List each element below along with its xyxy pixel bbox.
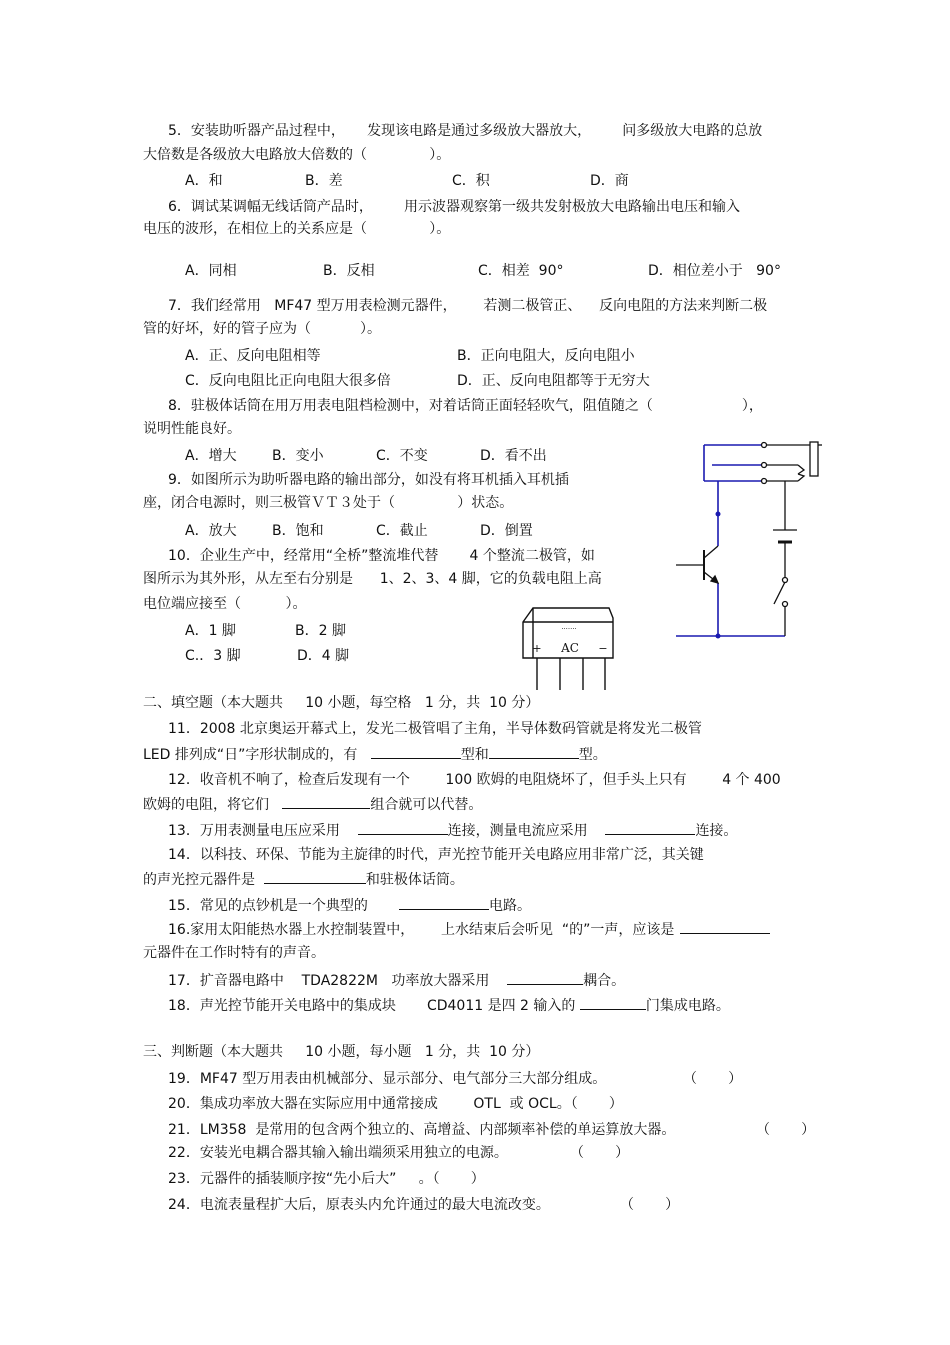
bridge-ac-label: AC — [561, 641, 579, 655]
section-fill-in-title: 二、填空题（本大题共 10 小题，每空格 1 分，共 10 分） — [143, 695, 540, 711]
q15-line — [168, 896, 531, 915]
q11-line1: 11．2008 北京奥运开幕式上，发光二极管唱了主角，半导体数码管就是将发光二极管 — [168, 721, 702, 737]
q17-text-b: 耦合。 — [583, 973, 626, 989]
q14-line1: 14．以科技、环保、节能为主旋律的时代，声光控节能开关电路应用非常广泛，其关键 — [168, 847, 704, 863]
q21-line: 21．LM358 是常用的包含两个独立的、高增益、内部频率补偿的单运算放大器。 — [168, 1122, 676, 1138]
q9-line1: 9．如图所示为助听器电路的输出部分，如没有将耳机插入耳机插 — [168, 472, 569, 488]
q8-line2: 说明性能良好。 — [143, 421, 241, 437]
q5-option-a: A．和 — [185, 173, 223, 189]
q6-line2: 电压的波形，在相位上的关系应是（ ）。 — [143, 221, 451, 237]
q9-option-c: C．截止 — [376, 523, 428, 539]
q11-line2 — [143, 745, 607, 764]
q6-option-b: B．反相 — [323, 263, 375, 279]
q10-option-d: D．4 脚 — [297, 648, 350, 664]
q18-blank[interactable] — [580, 996, 646, 1010]
q11-text-a: LED 排列成“日”字形状制成的，有 — [143, 747, 371, 763]
bridge-plus-label: + — [532, 642, 542, 655]
q11-blank-1[interactable] — [371, 745, 461, 759]
q16-line2: 元器件在工作时特有的声音。 — [143, 945, 325, 961]
q24-line: 24．电流表量程扩大后，原表头内允许通过的最大电流改变。 — [168, 1197, 550, 1213]
q6-option-c: C．相差 90° — [478, 263, 564, 279]
q13-blank-1[interactable] — [358, 821, 448, 835]
q12-line2 — [143, 795, 482, 814]
section-true-false-title: 三、判断题（本大题共 10 小题，每小题 1 分，共 10 分） — [143, 1044, 540, 1060]
q8-option-d: D．看不出 — [480, 448, 547, 464]
q10-option-b: B．2 脚 — [295, 623, 346, 639]
q6-line1: 6．调试某调幅无线话筒产品时， 用示波器观察第一级共发射极放大电路输出电压和输入 — [168, 199, 741, 215]
q7-option-a: A．正、反向电阻相等 — [185, 348, 321, 364]
q5-option-d: D．商 — [590, 173, 629, 189]
q5-option-c: C．积 — [452, 173, 490, 189]
q10-line3: 电位端应接至（ ）。 — [143, 596, 307, 612]
q22-answer-paren[interactable]: （ ） — [570, 1145, 630, 1161]
q8-option-a: A．增大 — [185, 448, 237, 464]
q17-text-a: 17．扩音器电路中 TDA2822M 功率放大器采用 — [168, 973, 508, 989]
q22-line: 22．安装光电耦合器其输入输出端须采用独立的电源。 — [168, 1145, 508, 1161]
q19-line: 19．MF47 型万用表由机械部分、显示部分、电气部分三大部分组成。 — [168, 1071, 607, 1087]
q15-text-a: 15．常见的点钞机是一个典型的 — [168, 898, 399, 914]
q10-line1: 10．企业生产中，经常用“全桥”整流堆代替 4 个整流二极管，如 — [168, 548, 595, 564]
q24-answer-paren[interactable]: （ ） — [620, 1197, 680, 1213]
q18-text-b: 门集成电路。 — [645, 998, 730, 1014]
q14-text-a: 的声光控元器件是 — [143, 872, 264, 888]
q10-line2: 图所示为其外形，从左至右分别是 1、2、3、4 脚，它的负载电阻上高 — [143, 571, 602, 587]
output-circuit-diagram — [670, 438, 830, 648]
q18-line — [168, 996, 730, 1015]
q15-text-b: 电路。 — [488, 898, 531, 914]
bridge-minus-label: − — [598, 642, 608, 655]
q9-option-d: D．倒置 — [480, 523, 533, 539]
q17-blank[interactable] — [507, 971, 583, 985]
q5-option-b: B．差 — [305, 173, 343, 189]
bridge-rectifier-figure — [517, 604, 617, 692]
q16-line1 — [168, 920, 770, 939]
q8-line1: 8．驻极体话筒在用万用表电阻档检测中，对着话筒正面轻轻吹气，阻值随之（ ）， — [168, 398, 763, 414]
q8-option-c: C．不变 — [376, 448, 428, 464]
q16-text-a: 16.家用太阳能热水器上水控制装置中， 上水结束后会听见 “的”一声，应该是 — [168, 922, 675, 938]
q12-text-b: 组合就可以代替。 — [370, 797, 483, 813]
q9-line2: 座，闭合电源时，则三极管ＶＴ３处于（ ）状态。 — [143, 495, 514, 511]
q9-option-b: B．饱和 — [272, 523, 324, 539]
q12-text-a: 欧姆的电阻，将它们 — [143, 797, 283, 813]
q23-line: 23．元器件的插装顺序按“先小后大” 。（ ） — [168, 1171, 485, 1187]
q13-text-a: 13．万用表测量电压应采用 — [168, 823, 358, 839]
q6-option-a: A．同相 — [185, 263, 237, 279]
q15-blank[interactable] — [399, 896, 489, 910]
q6-option-d: D．相位差小于 90° — [648, 263, 781, 279]
q17-line — [168, 971, 625, 990]
q5-line1: 5．安装助听器产品过程中， 发现该电路是通过多级放大器放大， 问多级放大电路的总放 — [168, 123, 763, 139]
q13-text-b: 连接，测量电流应采用 — [447, 823, 606, 839]
q10-option-c: C.．3 脚 — [185, 648, 241, 664]
q11-text-b: 型和 — [460, 747, 489, 763]
q14-text-b: 和驻极体话筒。 — [365, 872, 464, 888]
q9-option-a: A．放大 — [185, 523, 237, 539]
q13-blank-2[interactable] — [605, 821, 695, 835]
q12-line1: 12．收音机不响了，检查后发现有一个 100 欧姆的电阻烧坏了，但手头上只有 4 个 400 — [168, 772, 781, 788]
q20-line: 20．集成功率放大器在实际应用中通常接成 OTL 或 OCL。（ ） — [168, 1096, 623, 1112]
q7-line1: 7．我们经常用 MF47 型万用表检测元器件， 若测二极管正、 反向电阻的方法来判断二极 — [168, 298, 768, 314]
q13-text-c: 连接。 — [695, 823, 738, 839]
q21-answer-paren[interactable]: （ ） — [756, 1122, 816, 1138]
q19-answer-paren[interactable]: （ ） — [683, 1071, 743, 1087]
q7-line2: 管的好坏，好的管子应为（ ）。 — [143, 321, 381, 337]
q13-line — [168, 821, 737, 840]
q14-line2 — [143, 870, 464, 889]
q8-option-b: B．变小 — [272, 448, 324, 464]
q7-option-c: C．反向电阻比正向电阻大很多倍 — [185, 373, 391, 389]
q16-blank[interactable] — [680, 920, 770, 934]
q14-blank[interactable] — [264, 870, 366, 884]
q11-text-c: 型。 — [578, 747, 607, 763]
q5-line2: 大倍数是各级放大电路放大倍数的（ ）。 — [143, 147, 451, 163]
svg-text:·······: ······· — [561, 625, 577, 633]
q10-option-a: A．1 脚 — [185, 623, 236, 639]
q12-blank[interactable] — [282, 795, 370, 809]
q18-text-a: 18．声光控节能开关电路中的集成块 CD4011 是四 2 输入的 — [168, 998, 580, 1014]
q7-option-d: D．正、反向电阻都等于无穷大 — [457, 373, 650, 389]
q7-option-b: B．正向电阻大，反向电阻小 — [457, 348, 635, 364]
q11-blank-2[interactable] — [489, 745, 579, 759]
